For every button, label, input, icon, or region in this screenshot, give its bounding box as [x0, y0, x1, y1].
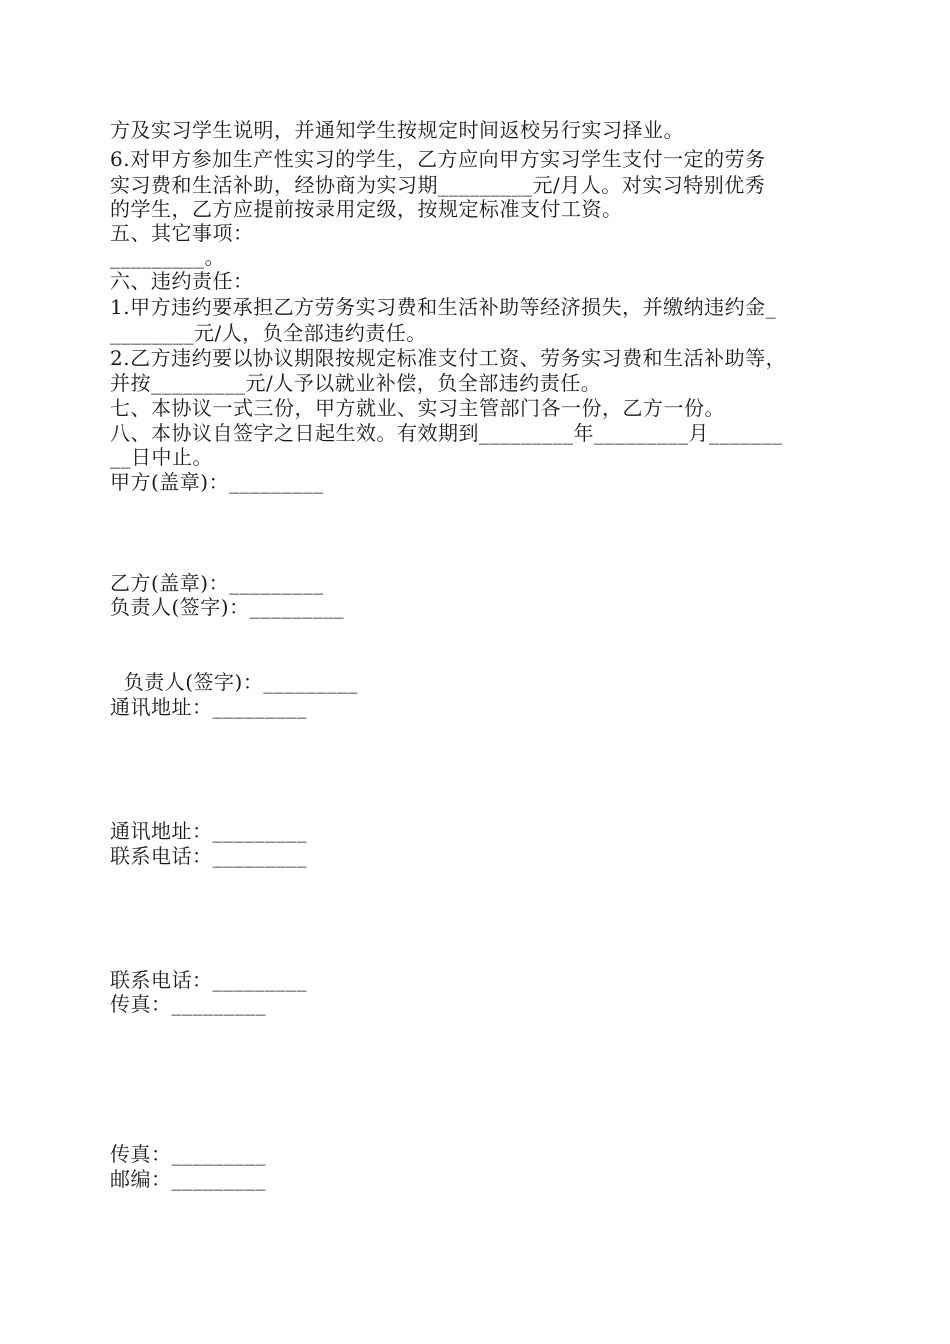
mailing-address: 通讯地址：_________: [110, 695, 307, 719]
section-8-line-2: __日中止。: [110, 445, 213, 469]
fax-2: 传真：_________: [110, 1142, 266, 1166]
clause-6-line-2: 实习费和生活补助，经协商为实习期_________元/月人。对实习特别优秀: [110, 173, 766, 197]
party-b-seal: 乙方(盖章)：_________: [110, 571, 324, 595]
responsible-person-signature-2: 负责人(签字)：_________: [110, 670, 358, 694]
responsible-person-signature: 负责人(签字)：_________: [110, 595, 345, 619]
clause-6-1-line-1: 1.甲方违约要承担乙方劳务实习费和生活补助等经济损失，并缴纳违约金_: [110, 295, 777, 319]
section-7: 七、本协议一式三份，甲方就业、实习主管部门各一份，乙方一份。: [110, 396, 725, 420]
party-a-seal: 甲方(盖章)：_________: [110, 470, 324, 494]
section-5-heading: 五、其它事项：: [110, 221, 254, 245]
clause-6-2-line-1: 2.乙方违约要以协议期限按规定标准支付工资、劳务实习费和生活补助等，: [110, 346, 787, 370]
section-8-line-1: 八、本协议自签字之日起生效。有效期到_________年_________月_______: [110, 421, 783, 445]
contact-phone-2: 联系电话：_________: [110, 968, 307, 992]
clause-6-1-line-2: ________元/人，负全部违约责任。: [110, 321, 427, 345]
section-5-blank: _________。: [110, 245, 225, 269]
text-line: 方及实习学生说明，并通知学生按规定时间返校另行实习择业。: [110, 118, 684, 142]
contact-phone: 联系电话：_________: [110, 844, 307, 868]
postal-code: 邮编：_________: [110, 1167, 266, 1191]
clause-6-2-line-2: 并按_________元/人予以就业补偿，负全部违约责任。: [110, 371, 602, 395]
section-6-heading: 六、违约责任：: [110, 269, 254, 293]
clause-6-line-1: 6.对甲方参加生产性实习的学生，乙方应向甲方实习学生支付一定的劳务: [110, 147, 766, 171]
clause-6-line-3: 的学生，乙方应提前按录用定级，按规定标准支付工资。: [110, 197, 623, 221]
fax: 传真：_________: [110, 992, 266, 1016]
mailing-address-2: 通讯地址：_________: [110, 819, 307, 843]
